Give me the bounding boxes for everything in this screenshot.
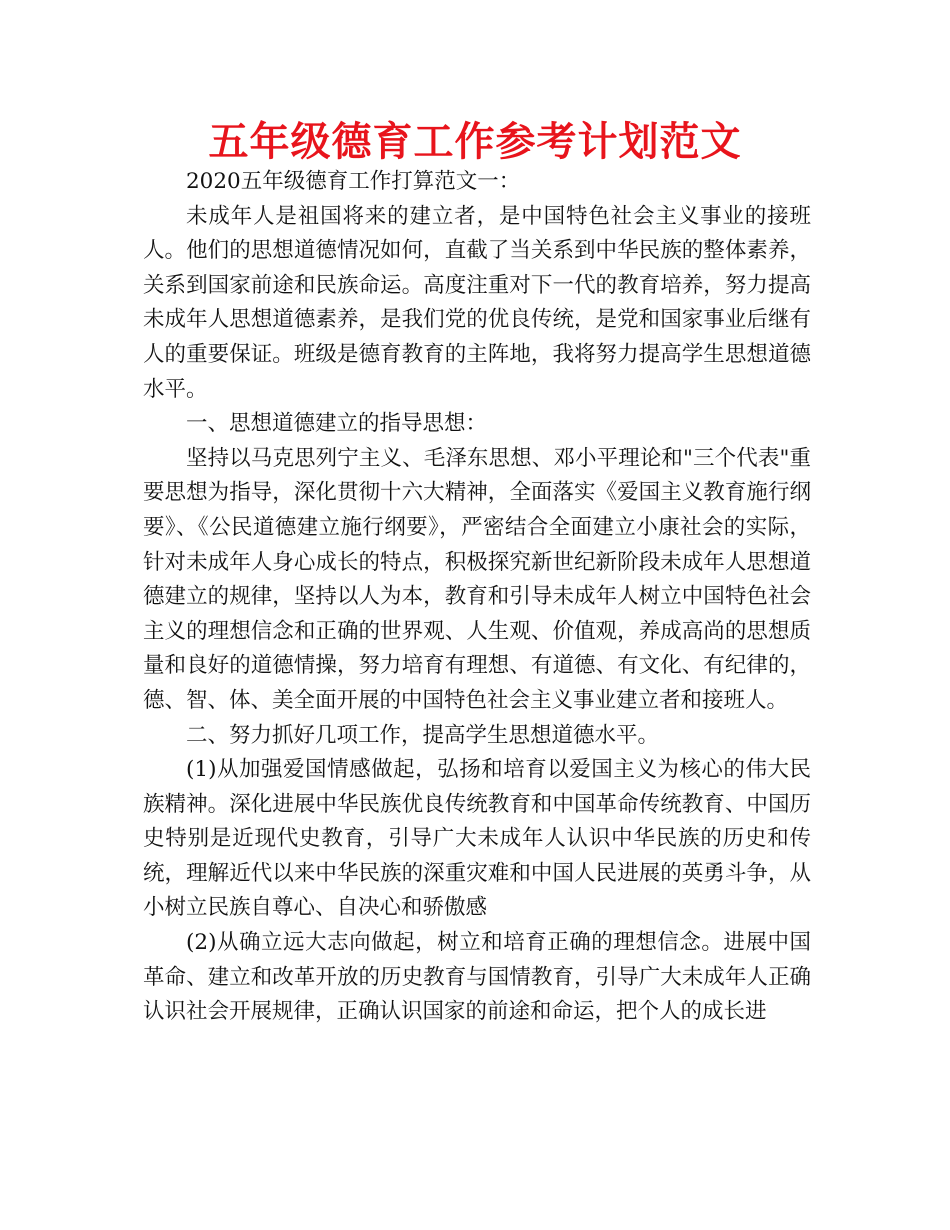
- paragraph-guiding-thought: 坚持以马克思列宁主义、毛泽东思想、邓小平理论和"三个代表"重要思想为指导，深化贯彻十六大精神，全面落实《爱国主义教育施行纲要》、《公民道德建立施行纲要》，严密结合全面建立小康社会的实际，针对未成年人身心成长的特点，积极探究新世纪新阶段未成年人思想道德建立的规律，坚持以人为本，教育和引导未成年人树立中国特色社会主义的理想信念和正确的世界观、人生观、价值观，养成高尚的思想质量和良好的道德情操，努力培育有理想、有道德、有文化、有纪律的，德、智、体、美全面开展的中国特色社会主义事业建立者和接班人。: [143, 445, 811, 713]
- paragraph-intro: 2020五年级德育工作打算范文一：: [186, 169, 521, 194]
- document-body: [143, 165, 811, 1030]
- paragraph-item-1: (1)从加强爱国情感做起，弘扬和培育以爱国主义为核心的伟大民族精神。深化进展中华民族优良传统教育和中国革命传统教育、中国历史特别是近现代史教育，引导广大未成年人认识中华民族的历史和传统，理解近代以来中华民族的深重灾难和中国人民进展的英勇斗争，从小树立民族自尊心、自决心和骄傲感: [143, 757, 811, 921]
- section-heading-key-work: 二、努力抓好几项工作，提高学生思想道德水平。: [186, 722, 660, 748]
- document-title: 五年级德育工作参考计划范文: [208, 119, 742, 165]
- section-heading-guiding-thought: 一、思想道德建立的指导思想：: [186, 411, 488, 437]
- paragraph-background: 未成年人是祖国将来的建立者，是中国特色社会主义事业的接班人。他们的思想道德情况如何，直截了当关系到中华民族的整体素养，关系到国家前途和民族命运。高度注重对下一代的教育培养，努力提高未成年人思想道德素养，是我们党的优良传统，是党和国家事业后继有人的重要保证。班级是德育教育的主阵地，我将努力提高学生思想道德水平。: [143, 203, 811, 402]
- paragraph-item-2: (2)从确立远大志向做起，树立和培育正确的理想信念。进展中国革命、建立和改革开放的历史教育与国情教育，引导广大未成年人正确认识社会开展规律，正确认识国家的前途和命运，把个人的成长进: [143, 930, 811, 1025]
